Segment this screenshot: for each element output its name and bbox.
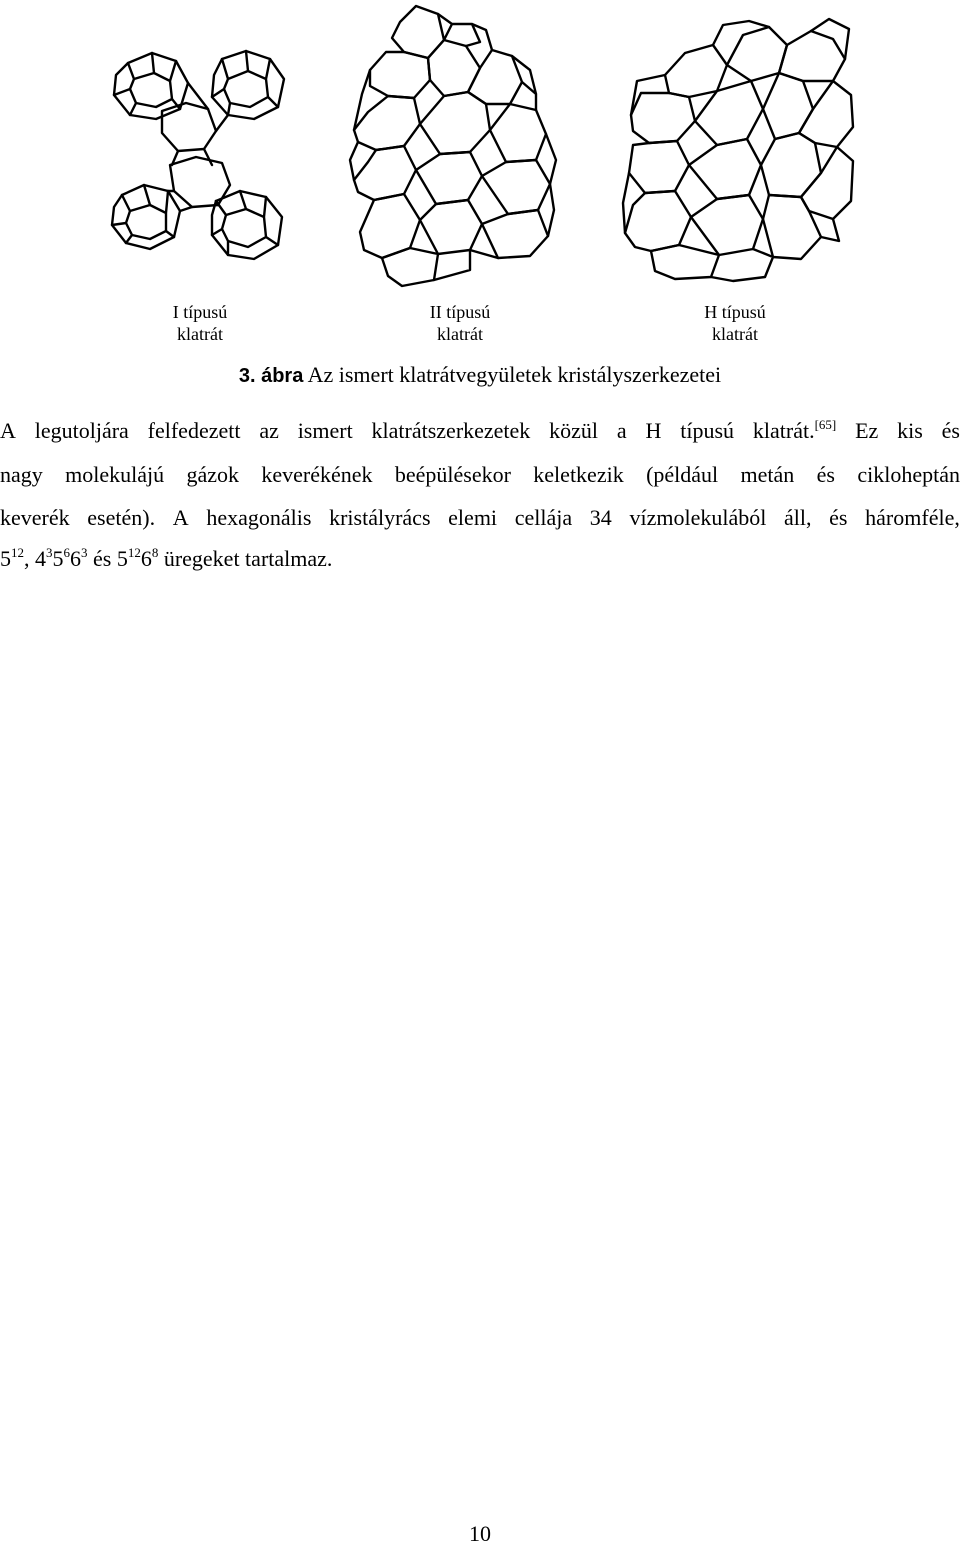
page-number: 10	[469, 1521, 491, 1546]
word: típusú	[680, 418, 735, 443]
word: ismert	[297, 418, 353, 443]
figure-caption-number: 3. ábra	[238, 365, 304, 387]
word: keverék	[0, 505, 70, 530]
word: vízmolekulából	[629, 505, 767, 530]
formula-c1-sup: 12	[127, 545, 141, 560]
word: felfedezett	[147, 418, 241, 443]
formula-b2-base: 5	[52, 546, 64, 571]
label-type-h-line1: H típusú	[704, 302, 766, 322]
word: kis	[897, 418, 923, 443]
formula-b3-base: 6	[70, 546, 81, 571]
formula-c1-base: 5	[116, 546, 128, 571]
word: A	[0, 418, 16, 443]
formula-a-sup: 12	[11, 545, 24, 560]
formula-c2-base: 6	[140, 546, 152, 571]
type-ii-clathrate-drawing	[340, 0, 565, 290]
word: kristályrács	[329, 505, 431, 530]
word: cellája	[514, 505, 573, 530]
formula-a-base: 5	[0, 546, 11, 571]
word: hexagonális	[206, 505, 312, 530]
word: keletkezik	[533, 462, 624, 487]
figure-caption-text: Az ismert klatrátvegyületek kristályszerkezetei	[307, 362, 722, 387]
word: a	[616, 418, 627, 443]
word: és	[829, 505, 848, 530]
word: H	[645, 418, 662, 443]
word: esetén).	[87, 505, 156, 530]
h-type-clathrate-drawing	[615, 15, 860, 290]
paragraph-line-4	[0, 546, 960, 572]
formula-b2-sup: 6	[63, 545, 70, 560]
word: áll,	[784, 505, 812, 530]
word: elemi	[448, 505, 498, 530]
label-type-ii-line2: klatrát	[437, 324, 483, 344]
word: nagy	[0, 462, 43, 487]
word: és	[941, 418, 960, 443]
formula-tail: üregeket tartalmaz.	[158, 546, 333, 571]
word: klatrátszerkezetek	[371, 418, 531, 443]
word: Ez	[855, 418, 879, 443]
label-type-i	[140, 301, 260, 345]
word: az	[259, 418, 279, 443]
word: közül	[549, 418, 599, 443]
label-type-i-line1: I típusú	[172, 302, 228, 322]
formula-b1-sup: 3	[46, 545, 53, 560]
formula-sep: ,	[24, 546, 35, 571]
formula-b3-sup: 3	[81, 545, 88, 560]
formula-b1-base: 4	[35, 546, 46, 571]
formula-and: és	[87, 546, 117, 571]
label-type-ii	[400, 301, 520, 345]
clathrate-figure	[0, 0, 960, 344]
type-i-clathrate-drawing	[100, 45, 300, 285]
formula-c2-sup: 8	[151, 545, 159, 560]
word: A	[172, 505, 189, 530]
label-type-ii-line1: II típusú	[429, 302, 491, 322]
word: molekulájú	[65, 462, 165, 487]
label-type-i-line2: klatrát	[177, 324, 223, 344]
word: gázok	[186, 462, 239, 487]
label-type-h-line2: klatrát	[712, 324, 758, 344]
figure-caption	[0, 362, 960, 389]
word: és	[816, 462, 835, 487]
word: (például	[646, 462, 719, 487]
word: keverékének	[261, 462, 373, 487]
word: metán	[740, 462, 795, 487]
reference-marker: [65]	[814, 417, 837, 432]
word-with-ref	[753, 418, 836, 444]
word: klatrát.	[752, 418, 815, 443]
word: cikloheptán	[857, 462, 960, 487]
word: legutoljára	[34, 418, 129, 443]
label-type-h	[675, 301, 795, 345]
word: háromféle,	[865, 505, 960, 530]
paragraph-line-2	[0, 462, 960, 488]
paragraph-line-1	[0, 418, 960, 444]
word: 34	[589, 505, 612, 530]
word: beépülésekor	[394, 462, 511, 487]
paragraph-line-3	[0, 505, 960, 531]
